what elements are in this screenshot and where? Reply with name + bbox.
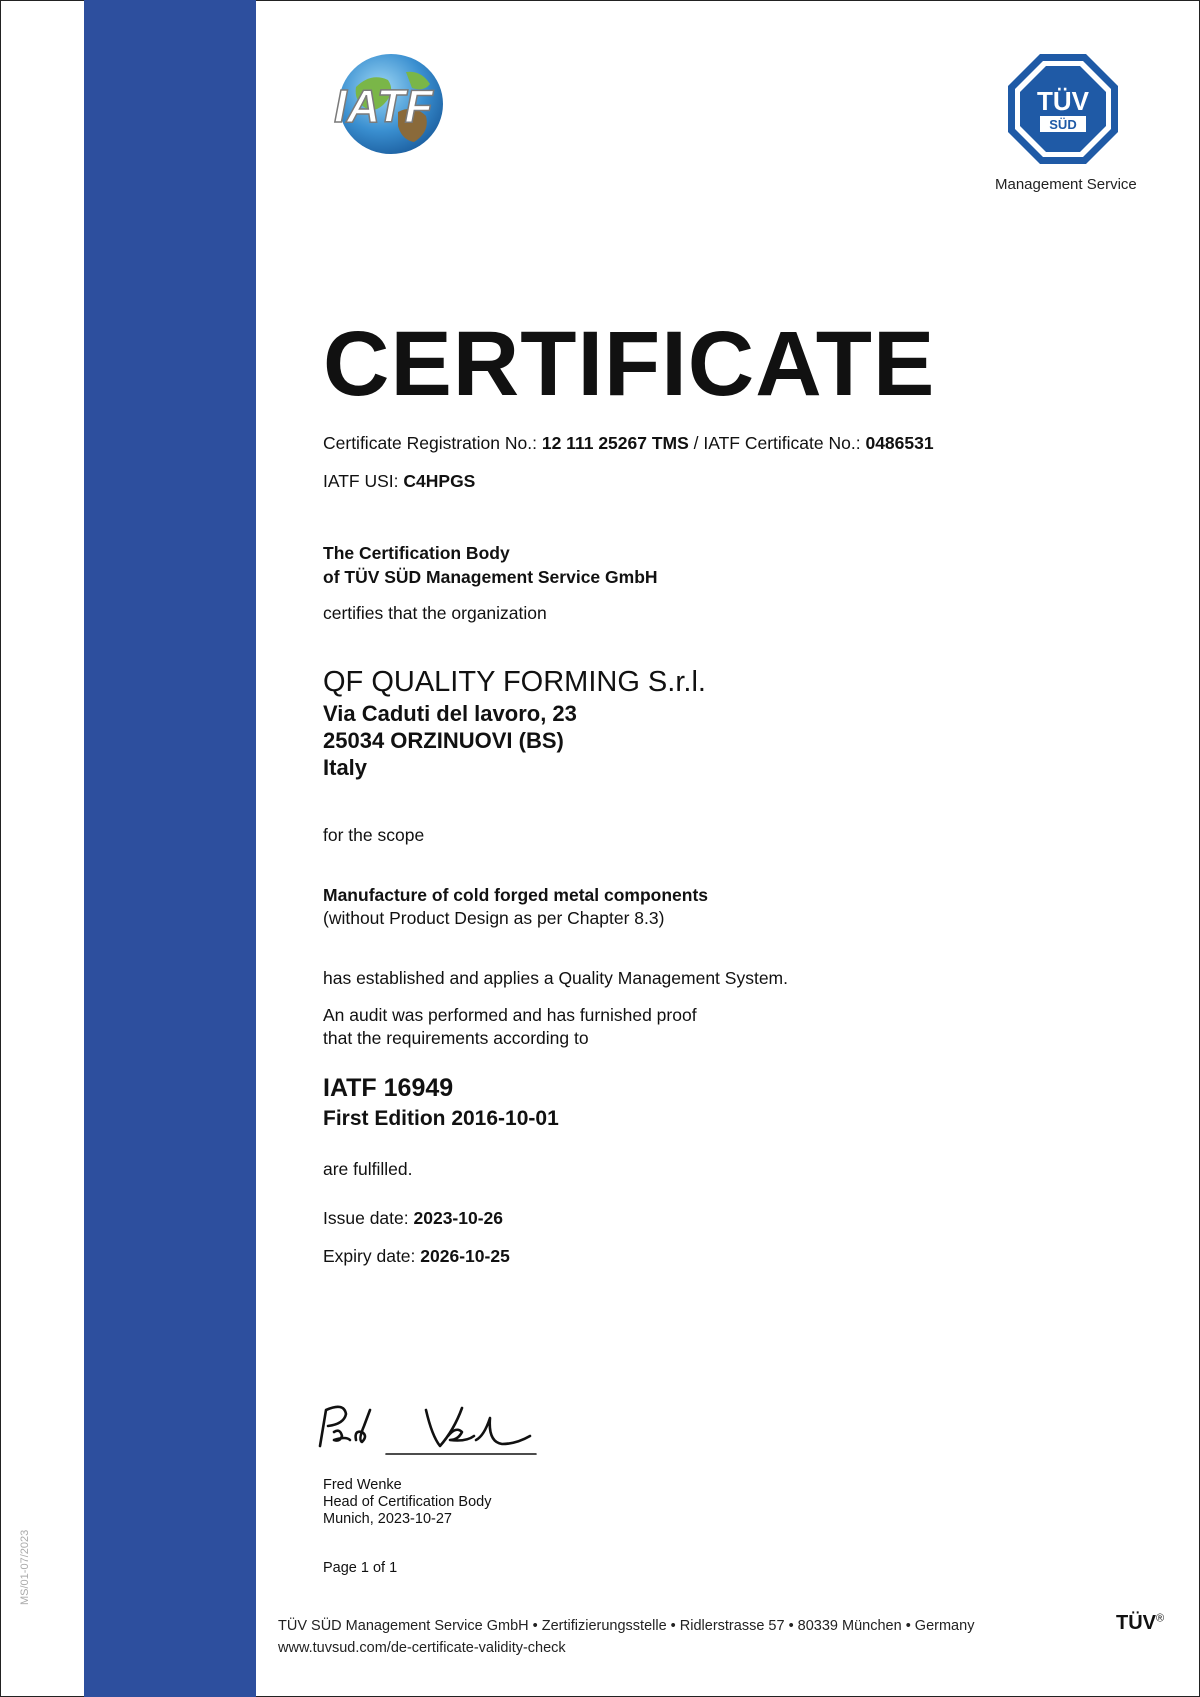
diamond-icon xyxy=(263,606,288,631)
page-number: Page 1 of 1 xyxy=(323,1560,398,1576)
scope-note: (without Product Design as per Chapter 8.3) xyxy=(323,908,665,928)
reg-number: 12 111 25267 TMS xyxy=(541,433,689,453)
diamond-icon xyxy=(263,1424,288,1449)
usi-value: C4HPGS xyxy=(403,471,476,491)
band-word-russian: СЕРТИФИКАТ xyxy=(260,665,291,877)
scope-intro: for the scope xyxy=(323,825,425,845)
standard-edition: First Edition 2016-10-01 xyxy=(323,1107,559,1130)
address-line: 25034 ORZINUOVI (BS) xyxy=(323,728,564,753)
diamond-icon xyxy=(263,1125,288,1150)
band-word-chinese: 認證證書 xyxy=(261,970,294,1091)
iatf-cert-label: / IATF Certificate No.: xyxy=(693,433,861,453)
signatory-block xyxy=(323,1477,491,1528)
band-word-zertifikat: ZERTIFIKAT xyxy=(260,1483,291,1665)
footer-url: www.tuvsud.com/de-certificate-validity-check xyxy=(278,1640,566,1656)
certificate-title: CERTIFICATE xyxy=(323,313,936,415)
usi-label: IATF USI: xyxy=(323,471,399,491)
reg-label: Certificate Registration No.: xyxy=(323,433,537,453)
certifies-text: certifies that the organization xyxy=(323,603,547,623)
footer-brand: TÜV xyxy=(1116,1612,1156,1634)
usi-line xyxy=(323,470,475,492)
band-word-certificate: CERTIFICATE xyxy=(260,1184,291,1390)
band-text xyxy=(256,65,296,1665)
signed-place-date: Munich, 2023-10-27 xyxy=(323,1511,452,1527)
tuv-sud-logo xyxy=(1006,52,1120,166)
signer-name: Fred Wenke xyxy=(323,1477,402,1493)
issue-date-label: Issue date: xyxy=(323,1208,409,1228)
iatf-logo xyxy=(326,52,451,157)
side-band xyxy=(84,0,294,1697)
tuv-caption: Management Service xyxy=(995,176,1137,193)
signer-title: Head of Certification Body xyxy=(323,1494,492,1510)
issue-date-line xyxy=(323,1207,503,1229)
diamond-icon xyxy=(263,298,288,323)
organization-name: QF QUALITY FORMING S.r.l. xyxy=(323,666,706,698)
band-word-spanish: CERTIFICADO xyxy=(260,357,291,572)
address-line: Via Caduti del lavoro, 23 xyxy=(323,701,577,726)
fulfilled-text: are fulfilled. xyxy=(323,1159,413,1179)
registration-line xyxy=(323,432,934,454)
issue-date-value: 2023-10-26 xyxy=(413,1208,504,1228)
expiry-date-line xyxy=(323,1245,510,1267)
standard-name: IATF 16949 xyxy=(323,1074,454,1102)
established-text: has established and applies a Quality Management System. xyxy=(323,968,788,988)
audit-line2: that the requirements according to xyxy=(323,1028,589,1048)
certification-body-line2: of TÜV SÜD Management Service GmbH xyxy=(323,567,658,587)
audit-line1: An audit was performed and has furnished proof xyxy=(323,1005,697,1025)
footer xyxy=(278,1615,974,1659)
diamond-icon xyxy=(263,911,288,936)
signature xyxy=(316,1396,540,1458)
footer-address: TÜV SÜD Management Service GmbH • Zertifizierungsstelle • Ridlerstrasse 57 • 80339 München • Germany xyxy=(278,1618,975,1634)
address-line: Italy xyxy=(323,755,368,780)
expiry-date-value: 2026-10-25 xyxy=(420,1246,510,1266)
form-code: MS/01-07/2023 xyxy=(19,1529,31,1605)
certification-body-line1: The Certification Body xyxy=(323,543,510,563)
scope-text: Manufacture of cold forged metal components xyxy=(323,885,709,905)
iatf-cert-number: 0486531 xyxy=(865,433,934,453)
tuv-logo-subtext: SÜD xyxy=(1049,117,1077,132)
tuv-logo-text: TÜV xyxy=(1037,86,1089,116)
footer-tuv-logo xyxy=(1116,1612,1164,1635)
band-word-french: CERTIFICAT xyxy=(260,79,291,264)
registered-mark: ® xyxy=(1156,1612,1165,1625)
organization-address xyxy=(323,700,577,781)
iatf-logo-text: IATF xyxy=(334,80,433,132)
expiry-date-label: Expiry date: xyxy=(323,1246,416,1266)
